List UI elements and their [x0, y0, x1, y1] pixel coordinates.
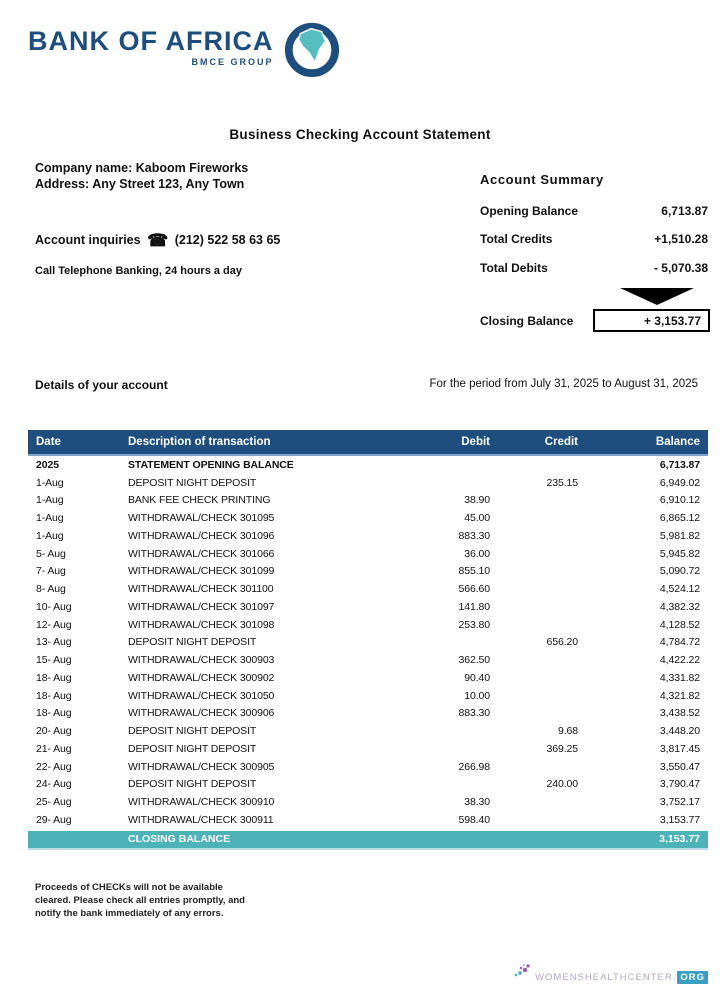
bank-name: BANK OF AFRICA	[28, 26, 274, 56]
cell-date: 22- Aug	[36, 760, 72, 773]
cell-balance: 4,524.12	[659, 583, 700, 596]
cell-date: 1-Aug	[36, 512, 64, 525]
cell-balance: 4,422.22	[659, 654, 700, 667]
cell-debit: 253.80	[458, 618, 490, 631]
watermark-text: WOMENSHEALTHCENTER	[535, 972, 673, 983]
cell-debit: 362.50	[458, 654, 490, 667]
table-row	[28, 509, 708, 527]
table-row	[28, 580, 708, 598]
closing-row-balance: 3,153.77	[659, 833, 700, 846]
cell-description: WITHDRAWAL/CHECK 301099	[128, 565, 275, 578]
table-row	[28, 776, 708, 794]
table-row	[28, 634, 708, 652]
table-body	[28, 456, 708, 829]
table-row	[28, 474, 708, 492]
total-credits-value: +1,510.28	[654, 232, 708, 246]
closing-balance-row	[28, 831, 708, 850]
cell-description: DEPOSIT NIGHT DEPOSIT	[128, 476, 257, 489]
cell-debit: 38.30	[464, 796, 490, 809]
account-inquiries-line	[35, 231, 280, 251]
cell-description: WITHDRAWAL/CHECK 300906	[128, 707, 275, 720]
cell-description: WITHDRAWAL/CHECK 300905	[128, 760, 275, 773]
footnote-line-3: notify the bank immediately of any errors.	[35, 908, 224, 919]
table-row	[28, 669, 708, 687]
cell-balance: 6,910.12	[659, 494, 700, 507]
cell-description: WITHDRAWAL/CHECK 301095	[128, 512, 275, 525]
header-debit: Debit	[461, 436, 490, 448]
cell-date: 12- Aug	[36, 618, 72, 631]
cell-balance: 3,448.20	[659, 725, 700, 738]
cell-description: WITHDRAWAL/CHECK 300911	[128, 813, 274, 826]
cell-balance: 4,321.82	[659, 689, 700, 702]
company-info	[35, 160, 248, 192]
cell-balance: 3,817.45	[659, 742, 700, 755]
cell-date: 5- Aug	[36, 547, 66, 560]
cell-date: 18- Aug	[36, 671, 72, 684]
table-row	[28, 527, 708, 545]
cell-debit: 36.00	[464, 547, 490, 560]
cell-date: 1-Aug	[36, 476, 64, 489]
cell-debit: 141.80	[458, 600, 490, 613]
account-summary-heading: Account Summary	[480, 172, 604, 187]
watermark-separator: .	[672, 972, 676, 983]
bank-logo	[28, 26, 341, 83]
table-row	[28, 793, 708, 811]
cell-description: BANK FEE CHECK PRINTING	[128, 494, 271, 507]
cell-date: 25- Aug	[36, 796, 72, 809]
table-row	[28, 758, 708, 776]
summary-row-credits	[480, 232, 708, 246]
statement-period: For the period from July 31, 2025 to August 31, 2025	[429, 378, 698, 390]
cell-balance: 4,128.52	[659, 618, 700, 631]
cell-credit: 235.15	[546, 476, 578, 489]
table-row	[28, 563, 708, 581]
statement-title: Business Checking Account Statement	[229, 127, 491, 142]
table-row	[28, 705, 708, 723]
table-row	[28, 456, 708, 474]
cell-date: 1-Aug	[36, 494, 64, 507]
watermark-dots-icon	[513, 963, 533, 984]
cell-credit: 240.00	[546, 778, 578, 791]
cell-description: DEPOSIT NIGHT DEPOSIT	[128, 742, 257, 755]
header-description: Description of transaction	[128, 436, 271, 448]
cell-description: WITHDRAWAL/CHECK 301066	[128, 547, 275, 560]
cell-balance: 5,981.82	[659, 529, 700, 542]
cell-debit: 38.90	[464, 494, 490, 507]
cell-date: 18- Aug	[36, 707, 72, 720]
watermark-org-badge: ORG	[677, 971, 708, 984]
closing-balance-label: Closing Balance	[480, 314, 574, 328]
bank-group-name: BMCE GROUP	[191, 57, 274, 67]
footnote-line-2: cleared. Please check all entries promptly, and	[35, 895, 245, 906]
cell-date: 7- Aug	[36, 565, 66, 578]
details-heading: Details of your account	[35, 378, 168, 392]
phone-icon: ☎	[147, 231, 169, 250]
table-row	[28, 616, 708, 634]
cell-credit: 369.25	[546, 742, 578, 755]
header-credit: Credit	[544, 436, 578, 448]
cell-description: WITHDRAWAL/CHECK 300910	[128, 796, 275, 809]
table-row	[28, 740, 708, 758]
cell-description: WITHDRAWAL/CHECK 301050	[128, 689, 275, 702]
cell-balance: 4,382.32	[659, 600, 700, 613]
inquiries-phone-number: (212) 522 58 63 65	[174, 233, 281, 247]
cell-balance: 5,945.82	[659, 547, 700, 560]
table-row	[28, 722, 708, 740]
cell-debit: 90.40	[464, 671, 490, 684]
table-row	[28, 598, 708, 616]
company-name-line: Company name: Kaboom Fireworks	[35, 161, 249, 175]
cell-date: 10- Aug	[36, 600, 72, 613]
cell-date: 1-Aug	[36, 529, 64, 542]
inquiries-label: Account inquiries	[35, 233, 141, 247]
table-row	[28, 651, 708, 669]
cell-date: 2025	[36, 458, 59, 471]
summary-row-debits	[480, 261, 708, 275]
cell-balance: 3,790.47	[659, 778, 700, 791]
cell-balance: 5,090.72	[659, 565, 700, 578]
transactions-table	[28, 430, 708, 850]
company-address-line: Address: Any Street 123, Any Town	[35, 177, 245, 191]
cell-credit: 656.20	[546, 636, 578, 649]
cell-debit: 566.60	[458, 583, 490, 596]
cell-debit: 883.30	[458, 529, 490, 542]
footnote	[35, 881, 245, 920]
africa-globe-icon	[283, 20, 341, 83]
opening-balance-value: 6,713.87	[661, 204, 708, 218]
cell-date: 21- Aug	[36, 742, 72, 755]
cell-balance: 6,865.12	[659, 512, 700, 525]
cell-date: 13- Aug	[36, 636, 72, 649]
cell-description: WITHDRAWAL/CHECK 300903	[128, 654, 275, 667]
cell-description: WITHDRAWAL/CHECK 300902	[128, 671, 275, 684]
table-row	[28, 687, 708, 705]
cell-debit: 883.30	[458, 707, 490, 720]
total-debits-value: - 5,070.38	[653, 261, 708, 275]
total-debits-label: Total Debits	[480, 261, 548, 275]
cell-debit: 266.98	[458, 760, 490, 773]
cell-balance: 3,153.77	[659, 813, 700, 826]
table-row	[28, 492, 708, 510]
cell-description: WITHDRAWAL/CHECK 301100	[128, 583, 274, 596]
arrow-down-icon	[620, 288, 694, 310]
opening-balance-label: Opening Balance	[480, 204, 579, 218]
cell-description: WITHDRAWAL/CHECK 301096	[128, 529, 275, 542]
closing-balance-value: + 3,153.77	[643, 313, 701, 328]
cell-debit: 855.10	[458, 565, 490, 578]
cell-date: 24- Aug	[36, 778, 72, 791]
cell-description: DEPOSIT NIGHT DEPOSIT	[128, 778, 257, 791]
cell-balance: 6,713.87	[659, 458, 700, 471]
total-credits-label: Total Credits	[480, 232, 553, 246]
summary-row-opening	[480, 204, 708, 218]
table-row	[28, 811, 708, 829]
cell-description: STATEMENT OPENING BALANCE	[128, 458, 294, 471]
cell-date: 15- Aug	[36, 654, 72, 667]
closing-balance-box	[593, 309, 710, 332]
cell-balance: 4,784.72	[659, 636, 700, 649]
header-date: Date	[36, 436, 61, 448]
cell-debit: 598.40	[458, 813, 490, 826]
cell-description: WITHDRAWAL/CHECK 301098	[128, 618, 275, 631]
cell-description: WITHDRAWAL/CHECK 301097	[128, 600, 275, 613]
table-header-row	[28, 430, 708, 456]
cell-date: 8- Aug	[36, 583, 66, 596]
cell-balance: 6,949.02	[659, 476, 700, 489]
header-balance: Balance	[655, 436, 700, 448]
cell-credit: 9.68	[557, 725, 578, 738]
cell-debit: 10.00	[464, 689, 490, 702]
watermark-logo	[513, 971, 708, 984]
cell-balance: 3,550.47	[659, 760, 700, 773]
cell-description: DEPOSIT NIGHT DEPOSIT	[128, 636, 257, 649]
table-row	[28, 545, 708, 563]
footnote-line-1: Proceeds of CHECKs will not be available	[35, 882, 223, 893]
closing-row-label: CLOSING BALANCE	[128, 833, 231, 846]
cell-description: DEPOSIT NIGHT DEPOSIT	[128, 725, 257, 738]
cell-date: 20- Aug	[36, 725, 72, 738]
cell-balance: 3,438.52	[659, 707, 700, 720]
cell-debit: 45.00	[464, 512, 490, 525]
telebanking-line: Call Telephone Banking, 24 hours a day	[35, 265, 243, 277]
cell-date: 18- Aug	[36, 689, 72, 702]
cell-balance: 4,331.82	[659, 671, 700, 684]
cell-date: 29- Aug	[36, 813, 72, 826]
cell-balance: 3,752.17	[659, 796, 700, 809]
